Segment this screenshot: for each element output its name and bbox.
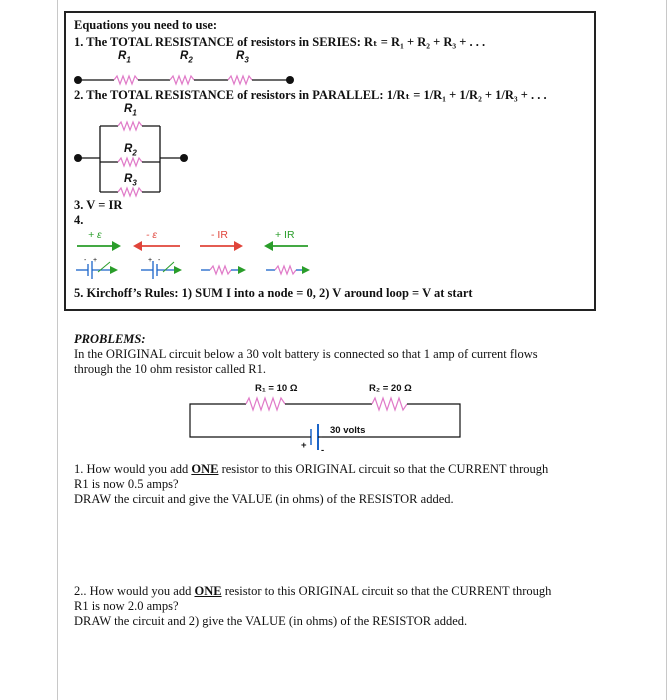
series-equation: 1. The TOTAL RESISTANCE of resistors in SERIES: Rₜ = R₁ + R₂ + R₃ + . . . <box>74 35 486 49</box>
problems-heading: PROBLEMS: <box>74 332 146 346</box>
parallel-r2-label: $R_2$ <box>124 143 137 158</box>
resistor-reverse-icon <box>266 266 310 274</box>
svg-text:-: - <box>158 257 161 264</box>
problems-intro-line-1: In the ORIGINAL circuit below a 30 volt battery is connected so that 1 amp of current flows <box>74 347 538 361</box>
parallel-resistor-3 <box>118 188 142 196</box>
ir-plus-label: + IR <box>275 229 295 241</box>
battery-forward-icon <box>76 257 118 279</box>
resistor-forward-icon <box>201 266 246 274</box>
parallel-circuit-diagram <box>74 122 188 196</box>
series-r2-label: $R_2$ <box>180 50 193 65</box>
parallel-equation: 2. The TOTAL RESISTANCE of resistors in PARALLEL: 1/Rₜ = 1/R₁ + 1/R₂ + 1/R₃ + . . . <box>74 88 547 102</box>
battery-plus-sign: + <box>301 440 307 451</box>
question-2-line-2: R1 is now 2.0 amps? <box>74 599 179 613</box>
emf-plus-arrow <box>77 241 121 251</box>
question-1-line-2: R1 is now 0.5 amps? <box>74 477 179 491</box>
series-resistor-3 <box>228 76 252 84</box>
svg-text:-: - <box>84 257 87 264</box>
r1-resistor <box>246 398 285 410</box>
svg-text:+: + <box>93 257 98 264</box>
parallel-resistor-1 <box>118 122 142 130</box>
item-4-label: 4. <box>74 213 84 227</box>
series-right-node <box>286 76 294 84</box>
original-circuit-diagram <box>190 398 460 450</box>
r1-label: R₁ = 10 Ω <box>255 383 298 394</box>
svg-text:+: + <box>148 257 153 264</box>
question-2-line-3: DRAW the circuit and 2) give the VALUE (in ohms) of the RESISTOR added. <box>74 614 468 628</box>
ir-plus-arrow <box>264 241 308 251</box>
emf-minus-label: - ε <box>146 229 158 241</box>
series-resistor-1 <box>114 76 138 84</box>
question-2-line-1: 2.. How would you add ONE resistor to this ORIGINAL circuit so that the CURRENT through <box>74 584 552 598</box>
ir-minus-arrow <box>200 241 243 251</box>
kirchoff-rules: 5. Kirchoff’s Rules: 1) SUM I into a node = 0, 2) V around loop = V at start <box>74 286 473 300</box>
ir-minus-label: - IR <box>211 229 228 241</box>
series-circuit-diagram <box>74 76 294 84</box>
battery-minus-sign: - <box>321 445 325 456</box>
parallel-r1-label: $R_1$ <box>124 103 137 118</box>
series-r1-label: $R_1$ <box>118 50 131 65</box>
emf-plus-label: + ε <box>88 229 102 241</box>
emf-minus-arrow <box>133 241 180 251</box>
question-1-line-1: 1. How would you add ONE resistor to this ORIGINAL circuit so that the CURRENT through <box>74 462 549 476</box>
question-1-line-3: DRAW the circuit and give the VALUE (in ohms) of the RESISTOR added. <box>74 492 454 506</box>
series-r3-label: $R_3$ <box>236 50 249 65</box>
r2-resistor <box>372 398 407 410</box>
parallel-right-node <box>180 154 188 162</box>
r2-label: R₂ = 20 Ω <box>369 383 412 394</box>
ohms-law: 3. V = IR <box>74 198 123 212</box>
problems-intro-line-2: through the 10 ohm resistor called R1. <box>74 362 266 376</box>
parallel-r3-label: $R_3$ <box>124 173 137 188</box>
battery-voltage-label: 30 volts <box>330 425 366 436</box>
battery-reverse-icon <box>141 257 182 279</box>
series-resistor-2 <box>170 76 194 84</box>
parallel-resistor-2 <box>118 158 142 166</box>
equations-heading: Equations you need to use: <box>74 18 218 32</box>
